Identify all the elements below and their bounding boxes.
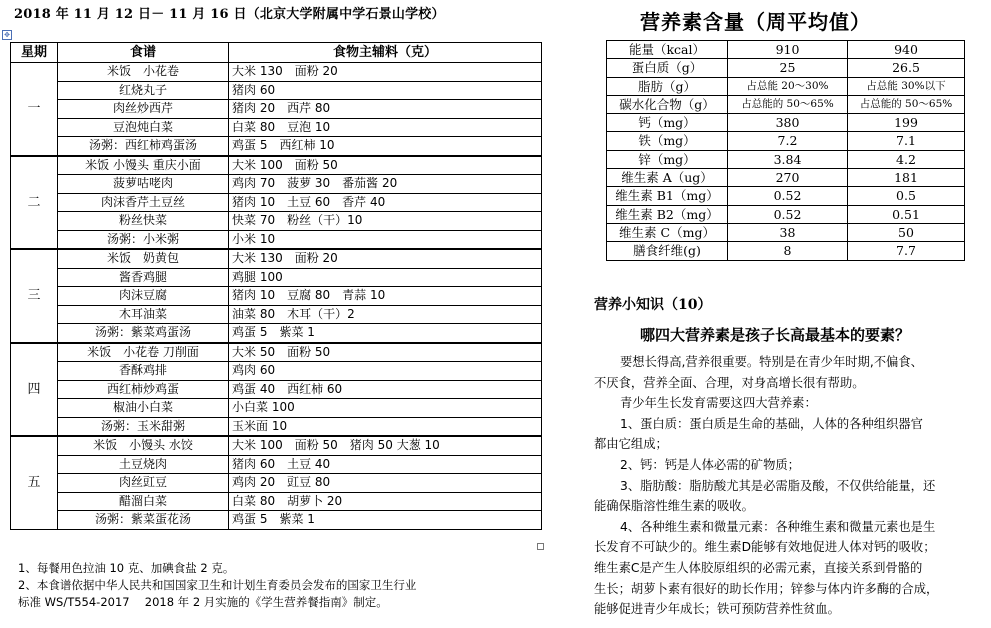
knowledge-line: 都由它组成；: [594, 437, 668, 452]
menu-notes: [18, 560, 416, 611]
nutrient-value-cell: 38: [728, 223, 848, 241]
nutrient-value-cell: 25: [728, 59, 848, 77]
knowledge-line: 1、蛋白质：蛋白质是生命的基础，人体的各种组织器官: [620, 416, 923, 431]
nutrient-name-cell: 钙（mg）: [607, 114, 728, 132]
menu-row: [11, 417, 542, 436]
knowledge-question: 哪四大营养素是孩子长高最基本的要素？: [640, 326, 911, 344]
nutrient-value-cell: 0.5: [848, 187, 965, 205]
dish-cell: 肉丝豇豆: [58, 474, 229, 493]
ingredient-cell: 鸡蛋 40 西红柿 60: [229, 380, 542, 399]
nutrient-name-cell: 蛋白质（g）: [607, 59, 728, 77]
dish-cell: 粉丝快菜: [58, 212, 229, 231]
nutrition-row: [607, 114, 965, 132]
ingredient-cell: 小米 10: [229, 230, 542, 249]
ingredient-cell: 大米 130 面粉 20: [229, 63, 542, 82]
nutrition-row: [607, 187, 965, 205]
nutrient-name-cell: 能量（kcal）: [607, 41, 728, 59]
nutrient-name-cell: 膳食纤维(g): [607, 242, 728, 260]
ingredient-cell: 猪肉 10 土豆 60 香芹 40: [229, 193, 542, 212]
menu-row: [11, 399, 542, 418]
dish-cell: 汤粥：小米粥: [58, 230, 229, 249]
nutrition-body: [607, 41, 965, 261]
menu-row: [11, 100, 542, 119]
nutrient-value-cell: 940: [848, 41, 965, 59]
nutrient-name-cell: 维生素 B1（mg）: [607, 187, 728, 205]
nutrient-name-cell: 维生素 A（ug）: [607, 169, 728, 187]
nutrient-value-cell: 0.51: [848, 205, 965, 223]
dish-cell: 米饭 小花卷: [58, 63, 229, 82]
ingredient-cell: 鸡蛋 5 紫菜 1: [229, 511, 542, 530]
ingredient-cell: 鸡蛋 5 紫菜 1: [229, 324, 542, 343]
nutrient-value-cell: 0.52: [728, 205, 848, 223]
nutrient-value-cell: 50: [848, 223, 965, 241]
knowledge-title: 营养小知识（10）: [594, 297, 712, 313]
menu-row: [11, 249, 542, 268]
menu-row: [11, 137, 542, 156]
nutrient-value-cell: 181: [848, 169, 965, 187]
note-line: 标准 WS/T554-2017 2018 年 2 月实施的《学生营养餐指南》制定。: [18, 595, 388, 609]
dish-cell: 肉沫豆腐: [58, 287, 229, 306]
weekday-cell: 三: [11, 249, 58, 343]
nutrient-value-cell: 910: [728, 41, 848, 59]
nutrition-table: [606, 40, 965, 261]
menu-row: [11, 156, 542, 175]
dish-cell: 汤粥：西红柿鸡蛋汤: [58, 137, 229, 156]
ingredient-cell: 白菜 80 胡萝卜 20: [229, 492, 542, 511]
ingredient-cell: 鸡蛋 5 西红柿 10: [229, 137, 542, 156]
weekday-cell: 一: [11, 63, 58, 156]
note-line: 1、每餐用色拉油 10 克、加碘食盐 2 克。: [18, 561, 235, 575]
ingredient-cell: 猪肉 60: [229, 81, 542, 100]
ingredient-cell: 大米 100 面粉 50: [229, 156, 542, 175]
nutrition-row: [607, 150, 965, 168]
menu-header-row: [11, 43, 542, 63]
dish-cell: 西红柿炒鸡蛋: [58, 380, 229, 399]
nutrition-row: [607, 223, 965, 241]
menu-row: [11, 230, 542, 249]
dish-cell: 豆泡炖白菜: [58, 118, 229, 137]
nutrition-row: [607, 59, 965, 77]
dish-cell: 米饭 小馒头 重庆小面: [58, 156, 229, 175]
nutrition-row: [607, 242, 965, 260]
nutrient-value-cell: 占总能 20～30%: [728, 77, 848, 95]
ingredient-cell: 鸡肉 60: [229, 362, 542, 381]
menu-row: [11, 305, 542, 324]
dish-cell: 菠萝咕咾肉: [58, 175, 229, 194]
nutrient-value-cell: 199: [848, 114, 965, 132]
nutrition-row: [607, 95, 965, 113]
dish-cell: 木耳油菜: [58, 305, 229, 324]
nutrient-name-cell: 碳水化合物（g）: [607, 95, 728, 113]
menu-row: [11, 63, 542, 82]
knowledge-line: 长发育不可缺少的。维生素D能够有效地促进人体对钙的吸收；: [594, 540, 936, 555]
dish-cell: 酱香鸡腿: [58, 268, 229, 287]
dish-cell: 汤粥：紫菜蛋花汤: [58, 511, 229, 530]
menu-row: [11, 268, 542, 287]
knowledge-line: 青少年生长发育需要这四大营养素：: [620, 396, 817, 411]
nutrient-name-cell: 维生素 C（mg）: [607, 223, 728, 241]
menu-row: [11, 362, 542, 381]
knowledge-line: 要想长得高,营养很重要。特别是在青少年时期,不偏食、: [620, 355, 923, 369]
knowledge-line: 维生素C是产生人体胶原组织的必需元素，直接关系到骨骼的: [594, 560, 923, 575]
nutrient-value-cell: 26.5: [848, 59, 965, 77]
nutrient-value-cell: 7.7: [848, 242, 965, 260]
nutrient-name-cell: 维生素 B2（mg）: [607, 205, 728, 223]
ingredient-cell: 猪肉 20 西芹 80: [229, 100, 542, 119]
knowledge-line: 3、脂肪酸：脂肪酸尤其是必需脂及酸，不仅供给能量，还: [620, 478, 936, 493]
knowledge-line: 生长；胡萝卜素有很好的助长作用；锌参与体内许多酶的合成，: [594, 581, 939, 596]
nutrient-value-cell: 7.2: [728, 132, 848, 150]
nutrient-value-cell: 8: [728, 242, 848, 260]
dish-cell: 肉沫香芹土豆丝: [58, 193, 229, 212]
weekly-menu-table: [10, 42, 542, 530]
menu-row: [11, 287, 542, 306]
weekday-cell: 五: [11, 436, 58, 529]
nutrition-title: 营养素含量（周平均值）: [640, 10, 871, 34]
col-header-recipe: 食谱: [58, 43, 229, 63]
menu-row: [11, 324, 542, 343]
nutrient-value-cell: 0.52: [728, 187, 848, 205]
dish-cell: 汤粥：玉米甜粥: [58, 417, 229, 436]
menu-row: [11, 511, 542, 530]
menu-row: [11, 118, 542, 137]
ingredient-cell: 猪肉 10 豆腐 80 青蒜 10: [229, 287, 542, 306]
nutrient-value-cell: 3.84: [728, 150, 848, 168]
note-line: 2、本食谱依据中华人民共和国国家卫生和计划生育委员会发布的国家卫生行业: [18, 578, 417, 592]
weekday-cell: 二: [11, 156, 58, 250]
menu-row: [11, 492, 542, 511]
nutrition-row: [607, 41, 965, 59]
ingredient-cell: 油菜 80 木耳（干）2: [229, 305, 542, 324]
nutrient-value-cell: 占总能的 50～65%: [728, 95, 848, 113]
ingredient-cell: 小白菜 100: [229, 399, 542, 418]
nutrient-value-cell: 4.2: [848, 150, 965, 168]
nutrition-row: [607, 77, 965, 95]
dish-cell: 香酥鸡排: [58, 362, 229, 381]
dish-cell: 土豆烧肉: [58, 455, 229, 474]
ingredient-cell: 猪肉 60 土豆 40: [229, 455, 542, 474]
menu-row: [11, 212, 542, 231]
menu-row: [11, 343, 542, 362]
menu-body: [11, 63, 542, 530]
nutrition-row: [607, 132, 965, 150]
nutrient-name-cell: 铁（mg）: [607, 132, 728, 150]
ingredient-cell: 玉米面 10: [229, 417, 542, 436]
nutrient-value-cell: 270: [728, 169, 848, 187]
dish-cell: 红烧丸子: [58, 81, 229, 100]
menu-row: [11, 193, 542, 212]
dish-cell: 米饭 小花卷 刀削面: [58, 343, 229, 362]
col-header-ingredients: 食物主辅料（克）: [229, 43, 542, 63]
ingredient-cell: 鸡肉 20 豇豆 80: [229, 474, 542, 493]
nutrient-value-cell: 占总能的 50～65%: [848, 95, 965, 113]
dish-cell: 汤粥：紫菜鸡蛋汤: [58, 324, 229, 343]
dish-cell: 醋溜白菜: [58, 492, 229, 511]
ingredient-cell: 快菜 70 粉丝（干）10: [229, 212, 542, 231]
menu-row: [11, 436, 542, 455]
ingredient-cell: 大米 50 面粉 50: [229, 343, 542, 362]
col-header-weekday: 星期: [11, 43, 58, 63]
menu-row: [11, 474, 542, 493]
ingredient-cell: 鸡肉 70 菠萝 30 番茄酱 20: [229, 175, 542, 194]
menu-row: [11, 380, 542, 399]
move-anchor-icon[interactable]: ✥: [2, 30, 12, 40]
dish-cell: 米饭 小馒头 水饺: [58, 436, 229, 455]
knowledge-body: [594, 352, 978, 620]
knowledge-line: 能确保脂溶性维生素的吸收。: [594, 499, 754, 514]
dish-cell: 米饭 奶黄包: [58, 249, 229, 268]
knowledge-line: 不厌食，营养全面、合理，对身高增长很有帮助。: [594, 375, 865, 390]
nutrient-name-cell: 锌（mg）: [607, 150, 728, 168]
dish-cell: 肉丝炒西芹: [58, 100, 229, 119]
menu-row: [11, 81, 542, 100]
menu-date-header: 2018 年 11 月 12 日－ 11 月 16 日（北京大学附属中学石景山学校）: [14, 7, 445, 22]
menu-row: [11, 455, 542, 474]
ingredient-cell: 白菜 80 豆泡 10: [229, 118, 542, 137]
knowledge-line: 4、各种维生素和微量元素：各种维生素和微量元素也是生: [620, 519, 936, 534]
nutrient-value-cell: 占总能 30%以下: [848, 77, 965, 95]
table-resize-handle[interactable]: [537, 543, 544, 550]
menu-row: [11, 175, 542, 194]
nutrient-name-cell: 脂肪（g）: [607, 77, 728, 95]
nutrient-value-cell: 380: [728, 114, 848, 132]
ingredient-cell: 鸡腿 100: [229, 268, 542, 287]
knowledge-line: 能够促进青少年成长；铁可预防营养性贫血。: [594, 602, 840, 617]
knowledge-line: 2、钙：钙是人体必需的矿物质；: [620, 457, 800, 472]
dish-cell: 椒油小白菜: [58, 399, 229, 418]
weekday-cell: 四: [11, 343, 58, 437]
nutrition-row: [607, 169, 965, 187]
nutrition-row: [607, 205, 965, 223]
nutrient-value-cell: 7.1: [848, 132, 965, 150]
ingredient-cell: 大米 130 面粉 20: [229, 249, 542, 268]
ingredient-cell: 大米 100 面粉 50 猪肉 50 大葱 10: [229, 436, 542, 455]
